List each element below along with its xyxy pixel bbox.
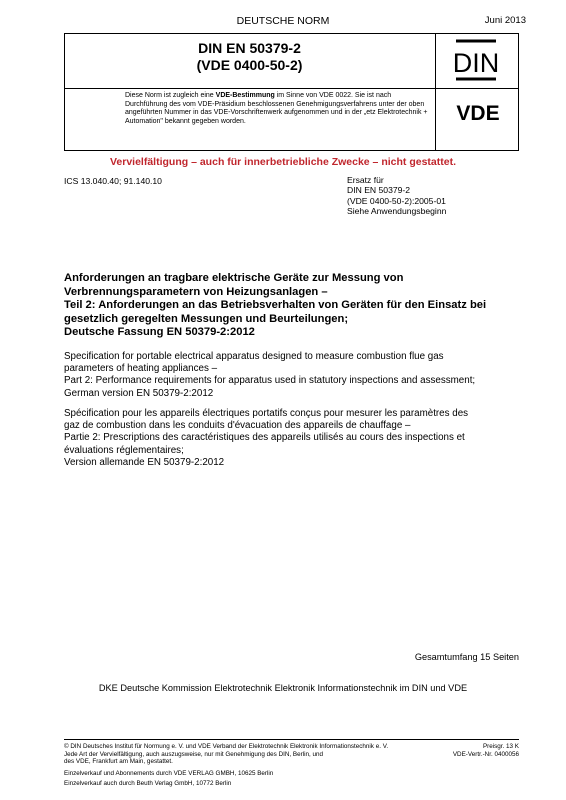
vde-classification-number: (VDE 0400-50-2)	[196, 57, 303, 73]
title-german-line: Teil 2: Anforderungen an das Betriebsverhalten von Geräten für den Einsatz bei	[64, 299, 487, 312]
distribution-beuth: Einzelverkauf auch durch Beuth Verlag GmbH, 10772 Berlin	[64, 780, 232, 787]
vde-note-rest: im Sinne von VDE 0022. Sie ist nach Durchführung des vom VDE-Präsidium beschlossenen Genehmigungsverfahrens unter der oben angeführten Nummer in das VDE-Vorschriftenwerk aufgenommen und in der „etz Elektrotechnik + Automation" bekannt gegeben worden.	[125, 92, 428, 125]
title-german	[64, 272, 524, 340]
din-logo	[452, 39, 500, 86]
title-english-line: parameters of heating appliances –	[64, 363, 218, 375]
norm-type-label: DEUTSCHE NORM	[236, 15, 330, 27]
price-info	[453, 743, 519, 759]
footer-divider	[64, 739, 519, 740]
vde-note-bold: VDE-Bestimmung	[215, 92, 275, 99]
vde-order-number: VDE-Vertr.-Nr. 0400056	[452, 751, 519, 759]
replacement-line: Siehe Anwendungsbeginn	[347, 206, 447, 217]
title-english-line: Part 2: Performance requirements for apparatus used in statutory inspections and assessment;	[64, 375, 476, 387]
price-group: Preisgr. 13 K	[482, 743, 519, 750]
vde-regulation-note	[125, 92, 432, 126]
title-german-line: Verbrennungsparametern von Heizungsanlagen –	[64, 285, 328, 298]
title-french-line: Spécification pour les appareils électriques portatifs conçus pour mesurer les paramètres des	[64, 408, 469, 419]
copyright-line: © DIN Deutsches Institut für Normung e. V. und VDE Verband der Elektrotechnik Elektronik Informationstechnik e. V.	[64, 743, 389, 750]
dke-commission: DKE Deutsche Kommission Elektrotechnik Elektronik Informationstechnik im DIN und VDE	[98, 683, 468, 693]
reproduction-warning: Vervielfältigung – auch für innerbetriebliche Zwecke – nicht gestattet.	[109, 156, 456, 168]
copyright-notice	[64, 743, 409, 766]
vde-logo-text: VDE	[456, 102, 500, 125]
title-french-line: gaz de combustion dans les conduits d'évacuation des appareils de chauffage –	[64, 420, 411, 432]
ics-codes: ICS 13.040.40; 91.140.10	[64, 176, 162, 186]
title-french-line: Partie 2: Prescriptions des caractéristiques des appareils utilisés au cours des inspections et	[64, 432, 465, 444]
title-french-line: Version allemande EN 50379-2:2012	[64, 456, 225, 468]
document-number: DIN EN 50379-2	[198, 40, 301, 56]
copyright-line: Jede Art der Vervielfältigung, auch auszugsweise, nur mit Genehmigung des DIN, Berlin, und	[64, 750, 324, 758]
title-german-line: Deutsche Fassung EN 50379-2:2012	[64, 326, 255, 339]
title-german-line: Anforderungen an tragbare elektrische Geräte zur Messung von	[64, 272, 404, 284]
copyright-line: des VDE, Frankfurt am Main, gestattet.	[64, 758, 173, 766]
vde-note-prefix: Diese Norm ist zugleich eine	[125, 92, 216, 99]
title-french	[64, 408, 524, 469]
title-german-line: gesetzlich geregelten Messungen und Beurteilungen;	[64, 312, 349, 325]
replacement-line: Ersatz für	[347, 175, 384, 185]
title-english-line: German version EN 50379-2:2012	[64, 387, 214, 399]
vde-logo	[446, 102, 510, 129]
publication-date: Juni 2013	[484, 15, 526, 26]
title-english	[64, 351, 524, 400]
replacement-info	[347, 175, 446, 217]
replacement-line: DIN EN 50379-2	[347, 185, 411, 196]
header-box-divider	[64, 88, 519, 89]
replacement-line: (VDE 0400-50-2):2005-01	[347, 195, 446, 206]
title-french-line: évaluations réglementaires;	[64, 444, 184, 456]
din-logo-text: DIN	[452, 48, 500, 78]
title-english-line: Specification for portable electrical apparatus designed to measure combustion flue gas	[64, 351, 444, 362]
total-pages: Gesamtumfang 15 Seiten	[414, 652, 519, 662]
header-box-vertical-divider	[435, 33, 436, 151]
distribution-vde-verlag: Einzelverkauf und Abonnements durch VDE VERLAG GMBH, 10625 Berlin	[64, 770, 274, 777]
